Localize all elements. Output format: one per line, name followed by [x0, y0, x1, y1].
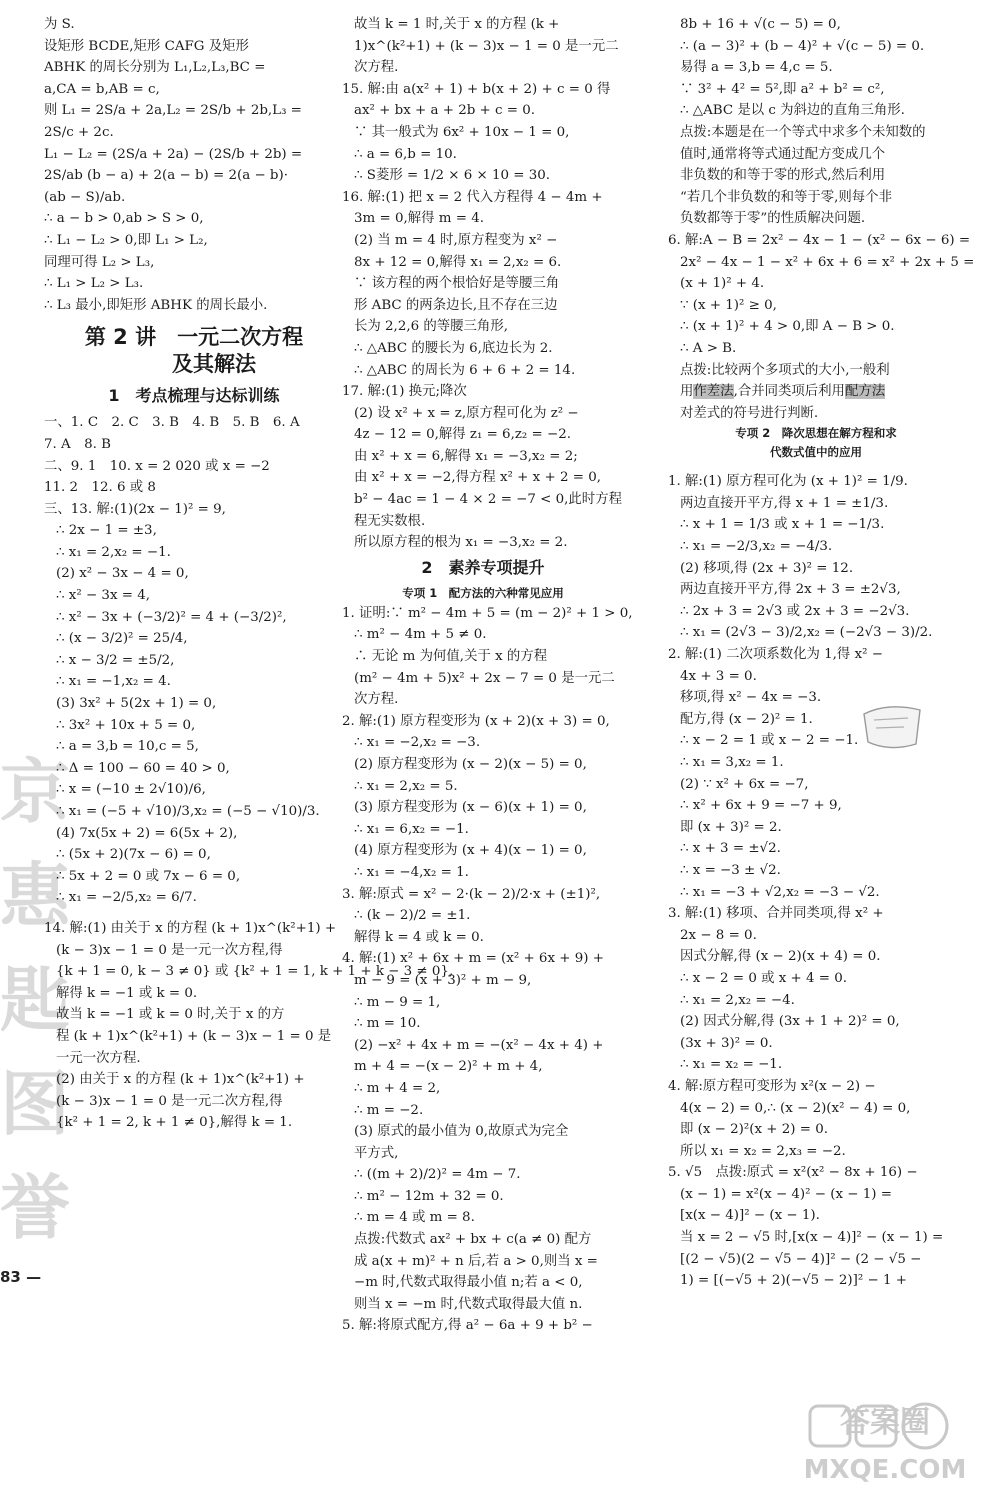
answer-line: ∴ x − 2 = 1 或 x − 2 = −1. — [680, 733, 859, 749]
answer-line: ∵ 3² + 4² = 5²,即 a² + b² = c², — [680, 81, 885, 97]
page-number: 83 — — [0, 1268, 42, 1286]
section-title: 1 考点梳理与达标训练 — [108, 386, 280, 406]
answer-line: 形 ABC 的两条边长,且不存在三边 — [354, 297, 558, 313]
answer-line: 4(x − 2) = 0,∴ (x − 2)(x² − 4) = 0, — [680, 1100, 911, 1116]
tip-line: 值时,通常将等式通过配方变成几个 — [680, 146, 886, 162]
answer-line: ∴ A > B. — [680, 340, 737, 356]
answer-line: ax² + bx + a + 2b + c = 0. — [354, 103, 536, 119]
answer-line: 程 (k + 1)x^(k²+1) + (k − 3)x − 1 = 0 是 — [56, 1028, 332, 1044]
answer-line: (2) 移项,得 (2x + 3)² = 12. — [680, 560, 854, 576]
answer-line: 一元一次方程. — [56, 1050, 141, 1066]
tip-line: 则当 x = −m 时,代数式取得最大值 n. — [354, 1296, 583, 1312]
answer-line: ∴ x₁ = −3 + √2,x₂ = −3 − √2. — [680, 884, 880, 900]
answer-line: ∴ a = 6,b = 10. — [354, 146, 457, 162]
answer-line: ∴ x₁ = x₂ = −1. — [680, 1057, 783, 1073]
answer-line: 3. 解:(1) 移项、合并同类项,得 x² + — [668, 906, 884, 922]
answer-line: ∴ x₁ = 2,x₂ = −4. — [680, 992, 795, 1008]
answer-line: 次方程. — [354, 60, 399, 76]
tip-line: −m 时,代数式取得最小值 n;若 a < 0, — [354, 1275, 583, 1291]
col3-block-b — [668, 471, 964, 1292]
answer-line: 2x² − 4x − 1 − x² + 6x + 6 = x² + 2x + 5 = — [680, 254, 975, 270]
answer-line: 4. 解:(1) x² + 6x + m = (x² + 6x + 9) + — [342, 951, 604, 967]
text-line: 同理可得 L₂ > L₃, — [44, 254, 155, 270]
answer-line: ∴ x₁ = 2,x₂ = −1. — [56, 544, 171, 560]
site-logo — [790, 1400, 980, 1486]
answer-line: ∴ Δ = 100 − 60 = 40 > 0, — [56, 760, 230, 776]
tip-line: 点拨:代数式 ax² + bx + c(a ≠ 0) 配方 — [354, 1232, 592, 1248]
tip-line: 对差式的符号进行判断. — [680, 405, 819, 421]
answer-line: 三、13. 解:(1)(2x − 1)² = 9, — [44, 501, 226, 517]
answer-line: (2) ∵ x² + 6x = −7, — [680, 776, 809, 792]
tip-line — [668, 381, 964, 403]
answer-line: ∴ m = 10. — [354, 1016, 421, 1032]
col2-block-b — [342, 603, 633, 1337]
answer-line: 两边直接开平方,得 2x + 3 = ±2√3, — [680, 582, 901, 598]
answer-line: (2) 当 m = 4 时,原方程变为 x² − — [354, 232, 558, 248]
answer-line: (x + 1)² + 4. — [680, 276, 765, 292]
answer-line: (2) 因式分解,得 (3x + 1 + 2)² = 0, — [680, 1014, 900, 1030]
answer-line: 一、1. C 2. C 3. B 4. B 5. B 6. A — [44, 415, 300, 431]
text-line: ∴ L₁ − L₂ > 0,即 L₁ > L₂, — [44, 232, 208, 248]
answer-line: [(2 − √5)(2 − √5 − 4)]² − (2 − √5 − — [680, 1251, 922, 1267]
answer-line: ∴ x = (−10 ± 2√10)/6, — [56, 782, 206, 798]
answer-line: ∴ x² − 3x = 4, — [56, 588, 151, 604]
answer-line: (4) 7x(5x + 2) = 6(5x + 2), — [56, 825, 238, 841]
answer-line: ∵ 其一般式为 6x² + 10x − 1 = 0, — [354, 124, 570, 140]
answer-line: (2) 设 x² + x = z,原方程可化为 z² − — [354, 405, 579, 421]
answer-line: ∴ (a − 3)² + (b − 4)² + √(c − 5) = 0. — [680, 38, 925, 54]
spacer — [44, 909, 344, 918]
answer-line: 故当 k = −1 或 k = 0 时,关于 x 的方 — [56, 1007, 285, 1023]
text-line: ∴ a − b > 0,ab > S > 0, — [44, 211, 204, 227]
answer-line: ∵ (x + 1)² ≥ 0, — [680, 297, 777, 313]
answer-line: ∴ x = −3 ± √2. — [680, 862, 781, 878]
answer-line: 11. 2 12. 6 或 8 — [44, 480, 156, 496]
answer-line: 5. √5 点拨:原式 = x²(x² − 8x + 16) − — [668, 1165, 918, 1181]
answer-line: ∴ x₁ = −4,x₂ = 1. — [354, 864, 469, 880]
answer-line: ∴ x − 2 = 0 或 x + 4 = 0. — [680, 970, 848, 986]
watermark-char: 匙 — [0, 958, 70, 1041]
answer-line: ∴ 3x² + 10x + 5 = 0, — [56, 717, 196, 733]
answer-line: ∴ m = −2. — [354, 1102, 424, 1118]
text-line: 2S/c + 2c. — [44, 124, 114, 140]
answer-line: ∴ a = 3,b = 10,c = 5, — [56, 739, 199, 755]
answer-line: ∴ x + 1 = 1/3 或 x + 1 = −1/3. — [680, 517, 885, 533]
tip-text: ,合并同类项后利用 — [733, 384, 845, 400]
answer-line: (k − 3)x − 1 = 0 是一元一次方程,得 — [56, 942, 283, 958]
answer-line: 5. 解:将原式配方,得 a² − 6a + 9 + b² − — [342, 1318, 593, 1334]
answer-line: ∴ △ABC 的周长为 6 + 6 + 2 = 14. — [354, 362, 576, 378]
answer-line: 次方程. — [354, 692, 399, 708]
answer-line: 解得 k = 4 或 k = 0. — [354, 929, 484, 945]
answer-line: 长为 2,2,6 的等腰三角形, — [354, 319, 508, 335]
answer-line: (m² − 4m + 5)x² + 2x − 7 = 0 是一元二 — [354, 670, 615, 686]
text-line: 2S/ab (b − a) + 2(a − b) = 2(a − b)· — [44, 168, 288, 184]
answer-line: (2) 原方程变形为 (x − 2)(x − 5) = 0, — [354, 757, 587, 772]
text-line: 为 S. — [44, 17, 75, 32]
answer-line: b² − 4ac = 1 − 4 × 2 = −7 < 0,此时方程 — [354, 492, 622, 508]
answer-line: 15. 解:由 a(x² + 1) + b(x + 2) + c = 0 得 — [342, 81, 611, 97]
answer-line: ∴ x + 3 = ±√2. — [680, 841, 781, 857]
answer-line: 易得 a = 3,b = 4,c = 5. — [680, 60, 833, 76]
answer-line: 1. 解:(1) 原方程可化为 (x + 1)² = 1/9. — [668, 474, 908, 490]
answer-line: ∴ ((m + 2)/2)² = 4m − 7. — [354, 1167, 521, 1183]
answer-line: (4) 原方程变形为 (x + 4)(x − 1) = 0, — [354, 843, 587, 859]
tip-line: 成 a(x + m)² + n 后,若 a > 0,则当 x = — [354, 1253, 598, 1269]
answer-line: ∴ x₁ = 6,x₂ = −1. — [354, 821, 469, 837]
tip-line: 点拨:本题是在一个等式中求多个未知数的 — [680, 124, 926, 140]
answer-line: (3) 3x² + 5(2x + 1) = 0, — [56, 696, 217, 712]
answer-line: 由 x² + x = −2,得方程 x² + x + 2 = 0, — [354, 470, 601, 486]
answer-line: 当 x = 2 − √5 时,[x(x − 4)]² − (x − 1) = — [680, 1230, 944, 1246]
section-title: 2 素养专项提升 — [421, 557, 545, 577]
answer-line: ∴ x₁ = −1,x₂ = 4. — [56, 674, 171, 690]
answer-line: ∵ 该方程的两个根恰好是等腰三角 — [354, 276, 560, 292]
answer-line: ∴ x₁ = 3,x₂ = 1. — [680, 755, 784, 770]
tip-line: 非负数的和等于零的形式,然后利用 — [680, 168, 886, 184]
answer-line: 由 x² + x = 6,解得 x₁ = −3,x₂ = 2; — [354, 448, 578, 464]
answer-line: 4. 解:原方程可变形为 x²(x − 2) − — [668, 1078, 876, 1094]
watermark-char: 图 — [0, 1062, 70, 1145]
answer-line: ∴ △ABC 是以 c 为斜边的直角三角形. — [680, 103, 905, 119]
answer-line: 解得 k = −1 或 k = 0. — [56, 985, 198, 1001]
answer-line: (3x + 3)² = 0. — [680, 1035, 773, 1051]
logo-url: MXQE.COM — [803, 1455, 967, 1485]
answer-line: 8b + 16 + √(c − 5) = 0, — [680, 17, 841, 32]
answer-line: ∴ 2x + 3 = 2√3 或 2x + 3 = −2√3. — [680, 603, 910, 619]
answer-line: ∴ x² − 3x + (−3/2)² = 4 + (−3/2)², — [56, 609, 287, 625]
answer-line: 7. A 8. B — [44, 436, 111, 452]
answer-line: 3. 解:原式 = x² − 2·(k − 2)/2·x + (±1)², — [342, 886, 601, 902]
answer-line: ∴ 5x + 2 = 0 或 7x − 6 = 0, — [56, 868, 241, 884]
answer-line: ∴ x₁ = 2,x₂ = 5. — [354, 778, 458, 794]
answer-line: ∴ m − 9 = 1, — [354, 994, 441, 1010]
answer-line: ∴ m + 4 = 2, — [354, 1080, 441, 1096]
logo-name: 答案圈 — [840, 1405, 930, 1440]
answer-line: 两边直接开平方,得 x + 1 = ±1/3. — [680, 495, 889, 511]
text-line: ∴ L₁ > L₂ > L₃. — [44, 276, 144, 292]
answer-line: (3) 原式的最小值为 0,故原式为完全 — [354, 1124, 569, 1140]
sub-section-title: 专项 1 配方法的六种常见应用 — [402, 585, 564, 600]
tip-line: 点拨:比较两个多项式的大小,一般利 — [680, 362, 890, 378]
answer-line: 1)x^(k²+1) + (k − 3)x − 1 = 0 是一元二 — [354, 38, 619, 54]
answer-line: ∴ x − 3/2 = ±5/2, — [56, 652, 175, 668]
watermark-char: 京 — [0, 750, 70, 833]
answer-line: ∴ x₁ = −2/5,x₂ = 6/7. — [56, 890, 197, 906]
text-line: ABHK 的周长分别为 L₁,L₂,L₃,BC = — [44, 60, 266, 76]
lecture-title: 第 2 讲 一元二次方程 — [84, 325, 304, 350]
answer-line: m + 4 = −(x − 2)² + m + 4, — [354, 1059, 543, 1075]
answer-line: ∴ x₁ = (2√3 − 3)/2,x₂ = (−2√3 − 3)/2. — [680, 625, 933, 641]
answer-line: (k − 3)x − 1 = 0 是一元二次方程,得 — [56, 1093, 283, 1109]
col3-block-a — [668, 14, 975, 424]
answer-line: {k + 1 = 0, k − 3 ≠ 0} 或 {k² + 1 = 1, k + 1 + k − 3 ≠ 0}, — [56, 964, 454, 980]
answer-line: ∴ 无论 m 为何值,关于 x 的方程 — [354, 649, 548, 665]
answer-line: 6. 解:A − B = 2x² − 4x − 1 − (x² − 6x − 6) = — [668, 232, 971, 248]
answer-line: ∴ m² − 4m + 5 ≠ 0. — [354, 627, 487, 643]
tip-line: 负数都等于零”的性质解决问题. — [680, 211, 866, 227]
answer-line: ∴ (k − 2)/2 = ±1. — [354, 908, 471, 924]
answer-line: (2) 由关于 x 的方程 (k + 1)x^(k²+1) + — [56, 1072, 305, 1088]
tip-line: “若几个非负数的和等于零,则每个非 — [680, 189, 892, 205]
watermark-char: 誉 — [0, 1166, 70, 1249]
spacer — [668, 462, 964, 471]
answer-line: 移项,得 x² − 4x = −3. — [680, 690, 822, 706]
answer-line: 3m = 0,解得 m = 4. — [354, 211, 484, 227]
stamp-mark — [858, 700, 928, 752]
answer-line: 即 (x − 2)²(x + 2) = 0. — [680, 1122, 829, 1138]
answer-line: {k² + 1 = 2, k + 1 ≠ 0},解得 k = 1. — [56, 1115, 293, 1131]
highlight-term: 作差法 — [693, 384, 734, 400]
text-line: 设矩形 BCDE,矩形 CAFG 及矩形 — [44, 38, 249, 54]
answer-line: 17. 解:(1) 换元;降次 — [342, 384, 467, 400]
answer-line: ∴ (x − 3/2)² = 25/4, — [56, 631, 188, 647]
answer-line: ∴ x² + 6x + 9 = −7 + 9, — [680, 798, 842, 814]
answer-line: ∴ m = 4 或 m = 8. — [354, 1210, 475, 1226]
answer-line: 因式分解,得 (x − 2)(x + 4) = 0. — [680, 949, 881, 965]
text-line: 则 L₁ = 2S/a + 2a,L₂ = 2S/b + 2b,L₃ = — [44, 103, 302, 119]
answer-line: ∴ x₁ = (−5 + √10)/3,x₂ = (−5 − √10)/3. — [56, 804, 320, 819]
watermark-char: 惠 — [0, 854, 70, 937]
text-line: a,CA = b,AB = c, — [44, 81, 160, 97]
highlight-term: 配方法 — [844, 384, 886, 400]
answer-line: 4x + 3 = 0. — [680, 668, 757, 684]
answer-line: ∴ (x + 1)² + 4 > 0,即 A − B > 0. — [680, 319, 895, 335]
answer-line: 即 (x + 3)² = 2. — [680, 819, 782, 835]
answer-line: 1) = [(−√5 + 2)(−√5 − 2)]² − 1 + — [680, 1273, 907, 1289]
answer-line: 2x − 8 = 0. — [680, 927, 757, 943]
text-line: L₁ − L₂ = (2S/a + 2a) − (2S/b + 2b) = — [44, 146, 303, 162]
answer-line: ∴ S菱形 = 1/2 × 6 × 10 = 30. — [354, 168, 551, 184]
answer-line: ∴ 2x − 1 = ±3, — [56, 523, 157, 539]
answer-line: 二、9. 1 10. x = 2 020 或 x = −2 — [44, 458, 270, 474]
answer-line: 配方,得 (x − 2)² = 1. — [680, 711, 813, 727]
tip-text: 用 — [680, 384, 694, 400]
answer-line: 16. 解:(1) 把 x = 2 代入方程得 4 − 4m + — [342, 189, 603, 205]
column-right — [668, 14, 975, 1292]
answer-line: 2. 解:(1) 原方程变形为 (x + 2)(x + 3) = 0, — [342, 713, 610, 729]
column-middle — [342, 14, 633, 1337]
answer-line: 2. 解:(1) 二次项系数化为 1,得 x² − — [668, 647, 883, 663]
answer-line: 程无实数根. — [354, 513, 426, 529]
col2-block-a — [342, 14, 624, 554]
answer-line: 14. 解:(1) 由关于 x 的方程 (k + 1)x^(k²+1) + — [44, 920, 337, 936]
answer-line: m − 9 = (x + 3)² + m − 9, — [354, 972, 532, 988]
answer-line: 4z − 12 = 0,解得 z₁ = 6,z₂ = −2. — [354, 427, 571, 443]
answer-line: (2) −x² + 4x + m = −(x² − 4x + 4) + — [354, 1037, 604, 1053]
answer-line: ∴ △ABC 的腰长为 6,底边长为 2. — [354, 340, 553, 356]
answer-line: (x − 1) = x²(x − 4)² − (x − 1) = — [680, 1186, 892, 1202]
answer-line: 1. 证明:∵ m² − 4m + 5 = (m − 2)² + 1 > 0, — [342, 605, 633, 621]
answer-line: ∴ x₁ = −2,x₂ = −3. — [354, 735, 481, 751]
answer-line: ∴ m² − 12m + 32 = 0. — [354, 1188, 504, 1204]
lecture-title-cont: 及其解法 — [172, 352, 256, 377]
col1-block-a — [44, 14, 344, 316]
answer-line: 8x + 12 = 0,解得 x₁ = 2,x₂ = 6. — [354, 254, 562, 270]
answer-line: (2) x² − 3x − 4 = 0, — [56, 566, 189, 582]
sub-section-title-cont: 代数式值中的应用 — [770, 445, 862, 460]
text-line: (ab − S)/ab. — [44, 189, 126, 205]
answer-line: 所以原方程的根为 x₁ = −3,x₂ = 2. — [354, 535, 568, 551]
answer-line: ∴ x₁ = −2/3,x₂ = −4/3. — [680, 539, 833, 555]
answer-line: [x(x − 4)]² − (x − 1). — [680, 1208, 820, 1224]
answer-line: 故当 k = 1 时,关于 x 的方程 (k + — [354, 17, 560, 32]
answer-line: (3) 原方程变形为 (x − 6)(x + 1) = 0, — [354, 800, 587, 816]
sub-section-title: 专项 2 降次思想在解方程和求 — [735, 426, 897, 441]
answer-line: ∴ (5x + 2)(7x − 6) = 0, — [56, 847, 211, 863]
answer-line: 平方式, — [354, 1145, 399, 1161]
text-line: ∴ L₃ 最小,即矩形 ABHK 的周长最小. — [44, 297, 268, 313]
answer-line: 所以 x₁ = x₂ = 2,x₃ = −2. — [680, 1143, 846, 1159]
